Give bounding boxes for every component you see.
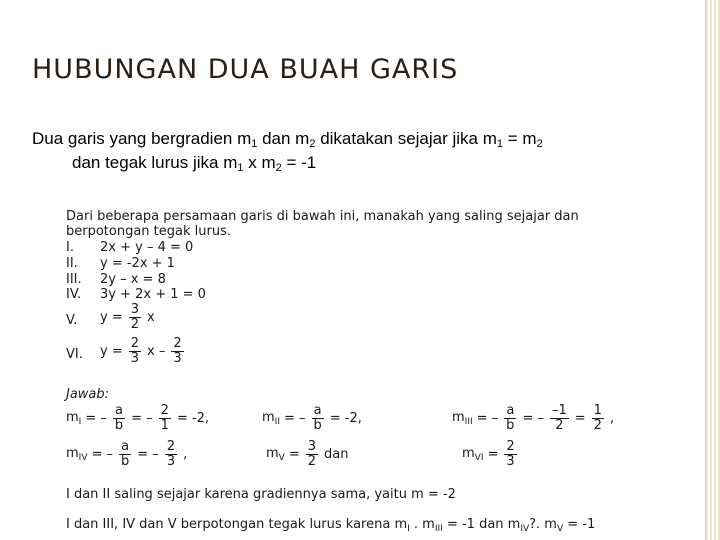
- fraction: $\frac{2}{3}$: [173, 336, 182, 366]
- fraction: $\frac{3}{2}$: [130, 302, 139, 332]
- gradient-m5: $m_V$ = $\frac{3}{2}$ dan: [266, 439, 349, 469]
- gradient-m1: $m_I$ = – $\frac{a}{b}$ = – $\frac{2}{1}$ = -2,: [66, 403, 210, 433]
- intro-line-1: Dua garis yang bergradien $m_1$ dan $m_2$ dikatakan sejajar jika $m_1 = m_2$: [32, 129, 543, 150]
- question-line-1: Dari beberapa persamaan garis di bawah ini, manakah yang saling sejajar dan: [66, 209, 579, 224]
- item-number: II.: [66, 256, 78, 271]
- item-number: IV.: [66, 287, 82, 302]
- question-line-2: berpotongan tegak lurus.: [66, 224, 231, 239]
- gradient-m2: $m_{II}$ = – $\frac{a}{b}$ = -2,: [262, 403, 362, 433]
- item-number: V.: [66, 313, 78, 328]
- conclusion-perpendicular: I dan III, IV dan V berpotongan tegak lurus karena $m_I$ . $m_{III} = -1$ dan $m_{IV}$?. $m_V = -1$: [66, 517, 596, 534]
- item-number: VI.: [66, 347, 83, 362]
- item-number: I.: [66, 240, 74, 255]
- gradient-m3: $m_{III}$ = – $\frac{a}{b}$ = – $\frac{-1}{2}$ = $\frac{1}{2}$ ,: [452, 403, 615, 433]
- item-equation: 2y – x = 8: [100, 272, 166, 287]
- answer-label: Jawab:: [66, 387, 110, 402]
- item-equation: 3y + 2x + 1 = 0: [100, 287, 206, 302]
- item-equation: y = -2x + 1: [100, 256, 175, 271]
- item-equation: y = $\frac{2}{3}$ x – $\frac{2}{3}$: [100, 336, 182, 366]
- page-title: HUBUNGAN DUA BUAH GARIS: [32, 54, 459, 85]
- gradient-m4: $m_{IV}$ = – $\frac{a}{b}$ = – $\frac{2}{3}$ ,: [66, 439, 188, 469]
- item-equation: 2x + y – 4 = 0: [100, 240, 194, 255]
- item-number: III.: [66, 272, 82, 287]
- intro-line-2: dan tegak lurus jika $m_1$ x $m_2 = -1$: [72, 153, 317, 174]
- gradient-m6: $m_{VI}$ = $\frac{2}{3}$: [462, 439, 515, 469]
- conclusion-parallel: I dan II saling sejajar karena gradiennya sama, yaitu m = -2: [66, 487, 456, 502]
- item-equation: y = $\frac{3}{2}$ x: [100, 302, 155, 332]
- fraction: $\frac{2}{3}$: [130, 336, 139, 366]
